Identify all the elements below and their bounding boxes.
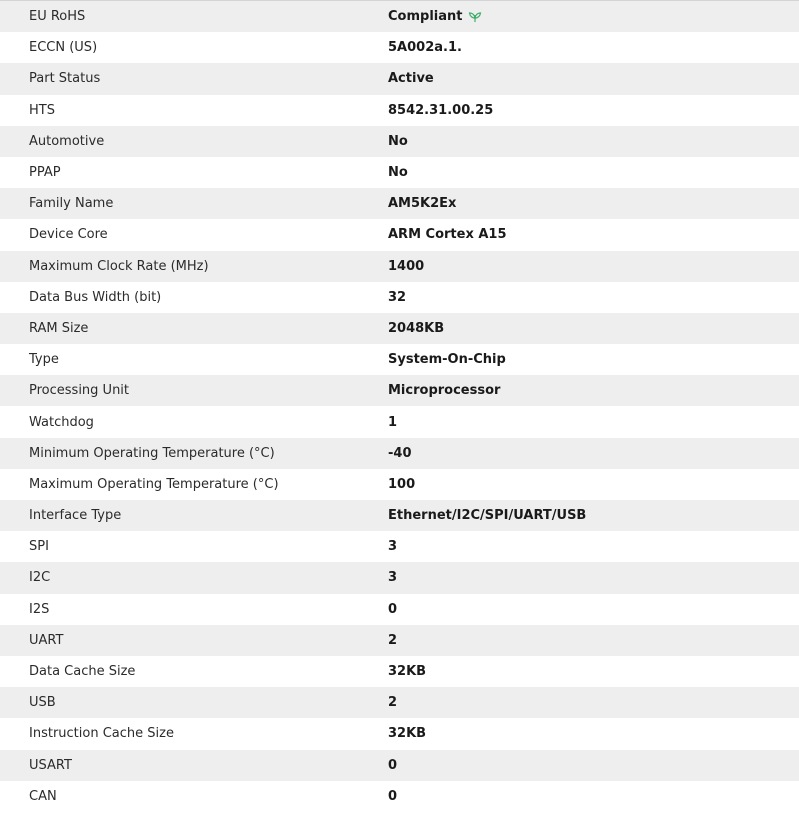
spec-value: 32KB	[388, 664, 427, 680]
spec-value: 1400	[388, 258, 425, 274]
spec-row	[0, 32, 799, 63]
spec-row	[0, 188, 799, 219]
spec-label: ECCN (US)	[29, 40, 98, 56]
spec-value: 0	[388, 788, 398, 804]
spec-label: Data Cache Size	[29, 664, 136, 680]
spec-row	[0, 157, 799, 188]
spec-value-text: Compliant	[388, 9, 463, 25]
spec-value: 32KB	[388, 726, 427, 742]
spec-value: 32	[388, 289, 407, 305]
spec-value: No	[388, 133, 408, 149]
spec-row	[0, 375, 799, 406]
spec-label: EU RoHS	[29, 9, 86, 25]
spec-label: CAN	[29, 788, 57, 804]
spec-value: 2048KB	[388, 320, 445, 336]
spec-value: Active	[388, 71, 434, 87]
spec-row	[0, 282, 799, 313]
spec-row	[0, 594, 799, 625]
spec-label: Processing Unit	[29, 383, 130, 399]
spec-label: RAM Size	[29, 320, 89, 336]
spec-value: Microprocessor	[388, 383, 501, 399]
spec-value: -40	[388, 445, 412, 461]
leaf-icon	[468, 11, 482, 23]
spec-row	[0, 219, 799, 250]
spec-value: 1	[388, 414, 398, 430]
spec-label: Device Core	[29, 227, 108, 243]
spec-label: Automotive	[29, 133, 105, 149]
spec-value: No	[388, 165, 408, 181]
spec-value: 8542.31.00.25	[388, 102, 494, 118]
spec-row	[0, 469, 799, 500]
spec-label: Type	[29, 352, 59, 368]
spec-row	[0, 313, 799, 344]
spec-row	[0, 1, 799, 32]
spec-value: 0	[388, 601, 398, 617]
spec-value: System-On-Chip	[388, 352, 506, 368]
spec-row	[0, 531, 799, 562]
spec-row	[0, 251, 799, 282]
spec-label: Family Name	[29, 196, 114, 212]
spec-value: 0	[388, 757, 398, 773]
spec-label: Maximum Clock Rate (MHz)	[29, 258, 209, 274]
spec-value	[388, 9, 799, 24]
spec-label: Maximum Operating Temperature (°C)	[29, 476, 279, 492]
spec-label: I2S	[29, 601, 50, 617]
spec-value: 2	[388, 632, 398, 648]
spec-label: Instruction Cache Size	[29, 726, 174, 742]
spec-row	[0, 718, 799, 749]
spec-label: USART	[29, 757, 72, 773]
spec-value: 2	[388, 695, 398, 711]
spec-value: Ethernet/I2C/SPI/UART/USB	[388, 508, 587, 524]
spec-value: AM5K2Ex	[388, 196, 457, 212]
spec-value: 100	[388, 476, 416, 492]
spec-row	[0, 781, 799, 812]
spec-row	[0, 406, 799, 437]
spec-label: Minimum Operating Temperature (°C)	[29, 445, 275, 461]
spec-row	[0, 63, 799, 94]
spec-label: UART	[29, 632, 64, 648]
spec-label: Watchdog	[29, 414, 94, 430]
spec-label: USB	[29, 695, 56, 711]
spec-row	[0, 687, 799, 718]
spec-row	[0, 344, 799, 375]
spec-row	[0, 750, 799, 781]
spec-row	[0, 656, 799, 687]
spec-label: HTS	[29, 102, 55, 118]
spec-label: PPAP	[29, 165, 61, 181]
spec-value: 3	[388, 539, 398, 555]
spec-row	[0, 625, 799, 656]
spec-label: Data Bus Width (bit)	[29, 289, 162, 305]
spec-value: ARM Cortex A15	[388, 227, 507, 243]
spec-row	[0, 126, 799, 157]
spec-row	[0, 562, 799, 593]
spec-row	[0, 95, 799, 126]
spec-label: SPI	[29, 539, 49, 555]
spec-value: 5A002a.1.	[388, 40, 462, 56]
spec-row	[0, 500, 799, 531]
spec-row	[0, 438, 799, 469]
spec-label: Interface Type	[29, 508, 122, 524]
spec-value: 3	[388, 570, 398, 586]
spec-label: Part Status	[29, 71, 101, 87]
spec-label: I2C	[29, 570, 51, 586]
